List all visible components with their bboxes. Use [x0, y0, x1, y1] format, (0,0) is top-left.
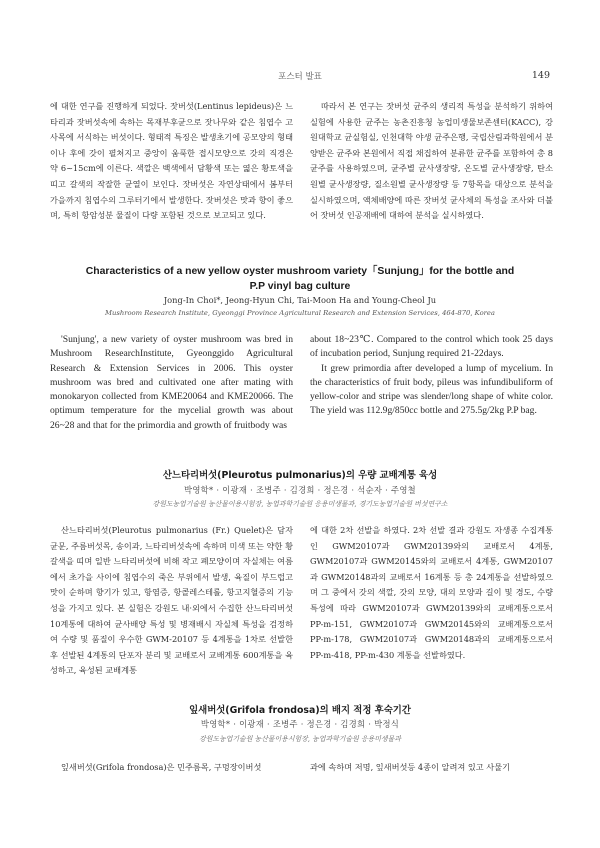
abstract-authors: Jong-In Choi*, Jeong-Hyun Chi, Tai-Moon Ha and Young-Cheol Ju: [163, 295, 437, 305]
abstract-title: 산느타리버섯(Pleurotus pulmonarius)의 우량 교배계통 육성: [162, 470, 438, 481]
section3-right-column: [310, 523, 553, 663]
paragraph: 과에 속하며 저명, 잎새버섯등 4종이 알려져 있고 사물기: [310, 762, 511, 772]
paragraph: 잎새버섯(Grifola frondosa)은 민주름목, 구멍장이버섯: [61, 762, 262, 772]
abstract-title: 잎새버섯(Grifola frondosa)의 배지 적정 후숙기간: [189, 705, 411, 716]
running-title: 포스터 발표: [278, 72, 322, 82]
paragraph: It grew primordia after developed a lump of mycelium. In the characteristics of fruit body, pileus was infundibuliform of yellow-color and stripe was slender/long shape of white color. The yield was 112.9g/850cc bottle and 275.5g/2kg P.P bag.: [310, 362, 553, 417]
paragraph: 에 대한 2차 선발을 하였다. 2차 선발 결과 강원도 자생종 수집계통인 GWM20107과 GWM20139와의 교배로서 4계통, GWM20107과 GWM20145와의 교배로서 4계통, GWM20107과 GWM20148과의 교배로서 16계통 등 총 24계통을 선발하였으며 그 중에서 갓의 색깔, 갓의 모양, 대의 모양과 길이 및 경도, 수량특성에 따라 GWM20107과 GWM20139와의 교배계통으로서 PP-m-151, GWM20107과 GWM20145와의 교배계통으로서 PP-m-178, GWM20107과 GWM20148과의 교배계통으로서 PP-m-418, PP-m-430 계통을 선발하였다.: [310, 525, 553, 660]
paragraph: 에 대한 연구를 진행하게 되었다. 잣버섯(Lentinus lepideus)은 느타리과 잣버섯속에 속하는 목재부후균으로 잣나무와 같은 침엽수 고사목에 서식하는 버섯이다. 형태적 특징은 발생초기에 공모양의 형태이나 후에 갓이 펼쳐지고 중앙이 움푹한 접시모양으로 갓의 직경은 약 6~15cm에 이른다. 색깔은 백색에서 담황색 또는 엷은 황토색을 띠고 갈색의 작잘한 균열이 보인다. 잣버섯은 자연상태에서 봄부터 가을까지 침엽수의 그루터기에서 발생한다. 잣버섯은 맛과 향이 좋으며, 특히 항암성분 물질이 다량 포함된 것으로 보고되고 있다.: [50, 101, 293, 221]
abstract-title: [40, 264, 560, 294]
section1-right-column: [310, 99, 553, 224]
section2-left-column: [50, 333, 293, 433]
section4-left-column: [50, 760, 293, 776]
page-number: 149: [531, 70, 550, 81]
section1-left-column: [50, 99, 293, 224]
abstract-title-line: Characteristics of a new yellow oyster mushroom variety「Sunjung」for the bottle and: [85, 266, 515, 277]
abstract-authors: 박영학* · 이광재 · 조병주 · 김경희 · 정은경 · 석순자 · 주영철: [184, 485, 416, 495]
abstract-authors: 박영학* · 이광재 · 조병주 · 정은경 · 김경희 · 박정식: [200, 719, 400, 729]
section4-right-column: [310, 760, 553, 776]
paragraph: about 18~23℃. Compared to the control which took 25 days of incubation period, Sunjung required 21-22days.: [310, 334, 553, 360]
section3-left-column: [50, 523, 293, 679]
paragraph: 'Sunjung', a new variety of oyster mushroom was bred in Mushroom ResearchInstitute, Gyeonggido Agricultural Research & Extension Services in 2006. This oyster mushroom was bred and cultivated one after mating with monokaryon collected from KME20064 and KME20066. The optimum temperature for the mycelial growth was about 26~28 and that for the primordia and growth of fruitbody was: [50, 334, 293, 431]
paragraph: 따라서 본 연구는 잣버섯 균주의 생리적 특성을 분석하기 위하여 실험에 사용한 균주는 농촌진흥청 농업미생물보존센터(KACC), 강원대학교 균실험실, 인천대학 야생 균주은행, 국립산림과학원에서 분양받은 균주와 본원에서 직접 채집하여 분류한 균주를 포함하여 총 8균주를 사용하였으며, 균주별 균사생장량, 온도별 균사생장량, 탄소원별 균사생장량, 질소원별 균사생장량 등 7항목을 대상으로 분석을 실시하였으며, 액체배양에 따른 잣버섯 균사체의 특성을 조사와 더불어 잣버섯 인공재배에 대하여 분석을 실시하였다.: [310, 101, 553, 221]
paragraph: 산느타리버섯(Pleurotus pulmonarius (Fr.) Quelet)은 담자균문, 주름버섯목, 송이과, 느타리버섯속에 속하며 미색 또는 약한 황갈색을 띠며 일반 느타리버섯에 비해 작고 폐모양이며 자실체는 여름에서 초가을 사이에 침엽수의 죽은 부위에서 발생, 육질이 부드럽고 맛이 순하며 향기가 있고, 항염증, 항콜레스테롤, 항고지혈증의 기능성을 가지고 있다. 본 실험은 강원도 내·외에서 수집한 산느타리버섯 10계통에 대하여 균사배양 특성 및 병재배시 자실체 특성을 검정하여 수량 및 품질이 우수한 GWM-20107 등 4계통을 1차로 선발한 후 선발된 4계통의 단포자 분리 및 교배로서 교배계통 600계통을 육성하고, 육성된 교배계통: [50, 525, 293, 676]
page-header: [0, 70, 600, 86]
abstract-title-line: P.P vinyl bag culture: [249, 281, 351, 292]
abstract-affiliation: 강원도농업기술원 농산물이용시험장, 농업과학기술원 응용미생물과: [199, 735, 401, 743]
abstract-affiliation: Mushroom Research Institute, Gyeonggi Province Agricultural Research and Extension Services, 464-870, Korea: [105, 309, 495, 317]
section2-right-column: [310, 333, 553, 419]
abstract-affiliation: 강원도농업기술원 농산물이용시험장, 농업과학기술원 응용미생물과, 경기도농업기술원 버섯연구소: [152, 500, 448, 508]
